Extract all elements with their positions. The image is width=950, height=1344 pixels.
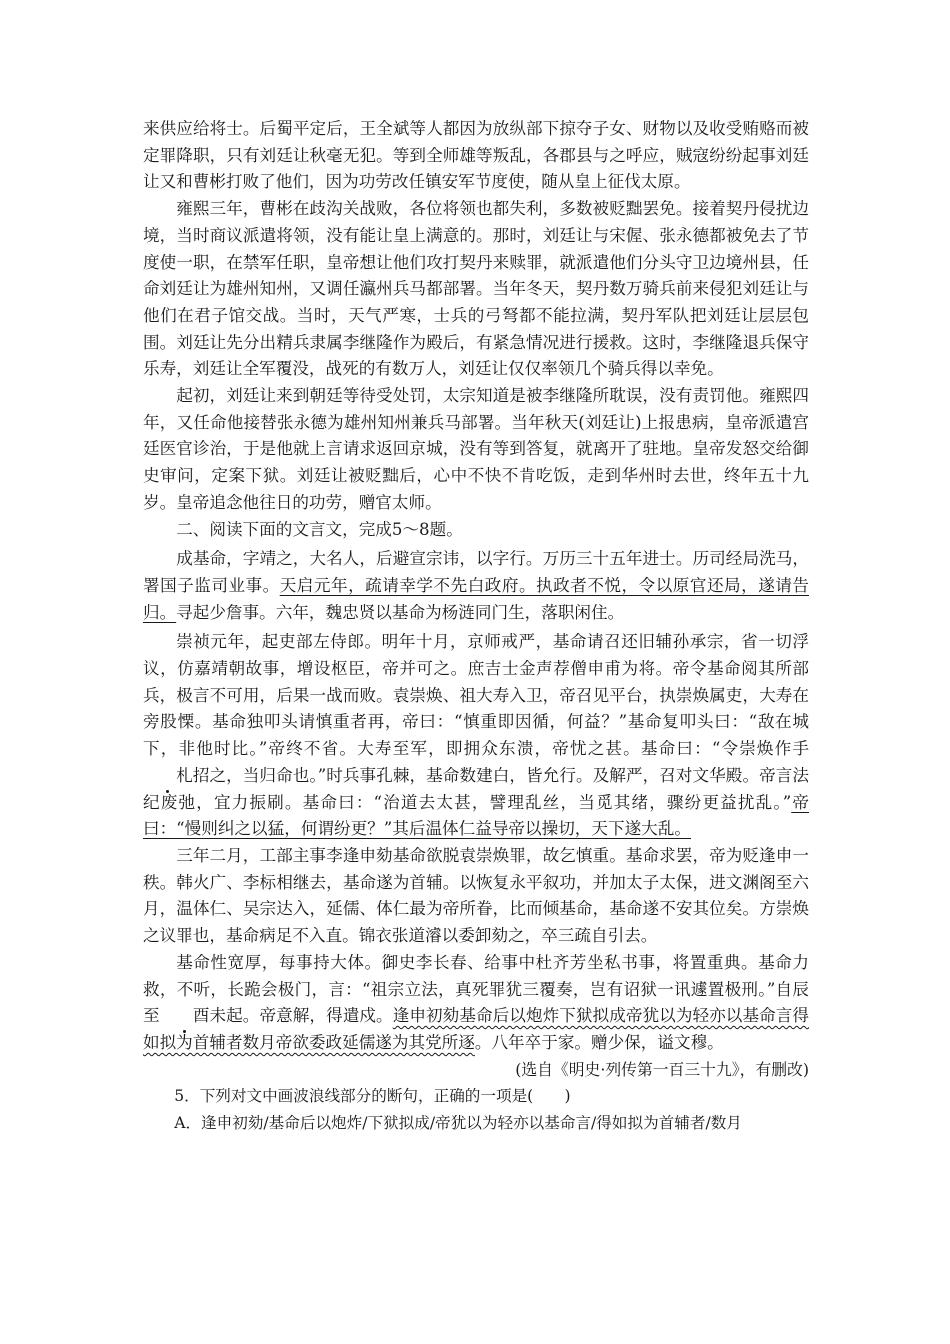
paragraph-7-text-a: 基命性宽厚，每事持大体。御史李长春、给事中杜齐芳坐私书事，将置重典。基命力救，不听，长跪会极门，言：“祖宗立法，真死罪犹三覆奏，岂有诏狱一讯遽置极刑。”自辰至 [143,952,809,1026]
wavy-underlined-passage: 逢申初劾基命后以炮炸下狱拟成帝犹以为轻亦以基命言得如拟为首辅者数月帝欲委政延儒遂为其党所逐 [143,1006,810,1052]
option-a: A．逢申初劾/基命后以炮炸/下狱拟成/帝犹以为轻亦以基命言/得如拟为首辅者/数月 [174,1114,742,1133]
paragraph-7-text-b: 未起。帝意解，得遣戍。 [209,1006,393,1026]
underlined-sentence-1: 天启元年，疏请幸学不先白政府。执政者不悦，令以原官还局，遂请告归。 [143,575,809,622]
paragraph-6: 三年二月，工部主事李逢申劾基命欲脱袁崇焕罪，故乞慎重。基命求罢，帝为贬逢申一秩。韩火广、李标相继去，基命遂为首辅。以恢复永平叙功，并加太子太保，进文渊阁至六月，温体仁、吴宗达入，延儒、体仁最为帝所眷，比而倾基命，基命遂不安其位矣。方崇焕之议罪也，基命病足不入直。锦衣张道濬以委卸劾之，卒三疏自引去。 [143,845,809,946]
dotted-character-zha: 札 [143,763,193,790]
paragraph-5-text-b: 招之，当归命也。”时兵事孔棘，基命数建白，皆允行。及解严，召对文华殿。帝言法纪废弛，宜力振刷。基命曰：“治道去太甚，譬理乱丝，当觅其绪，骤纷更益扰乱。” [143,765,809,812]
underlined-sentence-2: 帝曰：“慢则纠之以猛，何谓纷更？”其后温体仁益导帝以操切，天下遂大乱。 [143,792,810,839]
paragraph-3: 起初，刘廷让来到朝廷等待受处罚，太宗知道是被李继隆所耽误，没有责罚他。雍熙四年，又任命他接替张永德为雄州知州兼兵马部署。当年秋天(刘廷让)上报患病，皇帝派遣宫廷医官诊治，于是他就上言请求返回京城，没有等到答复，就离开了驻地。皇帝发怒交给御史审问，定案下狱。刘廷让被贬黜后，心中不快不肯吃饭，走到华州时去世，终年五十九岁。皇帝追念他往日的功劳，赠官太师。 [143,386,809,512]
paragraph-5 [143,629,809,843]
paragraph-4 [143,546,809,626]
paragraph-7 [143,950,809,1057]
paragraph-4-text-b: 寻起少詹事。六年，魏忠贤以基命为杨涟同门生，落职闲住。 [176,602,625,622]
paragraph-4-text-a: 成基命，字靖之，大名人，后避宣宗讳，以字行。万历三十五年进士。历司经局洗马，署国子监司业事。 [143,549,809,595]
question-5: 5．下列对文中画波浪线部分的断句，正确的一项是( ) [174,1087,571,1106]
paragraph-5-text-a: 崇祯元年，起吏部左侍郎。明年十月，京师戒严，基命请召还旧辅孙承宗，省一切浮议，仿嘉靖朝故事，增设枢臣，帝并可之。庶吉士金声荐僧申甫为将。帝令基命阅其所部兵，极言不可用，后果一战而败。袁崇焕、祖大寿入卫，帝召见平台，执崇焕属吏，大寿在旁股慄。基命独叩头请慎重者再，帝曰：“慎重即因循，何益？”基命复叩头曰：“敌在城下，非他时比。”帝终不省。大寿至军，即拥众东溃，帝忧之甚。基命曰：“令崇焕作手 [143,632,809,759]
paragraph-7-text-c: 。八年卒于家。赠少保，谥文穆。 [474,1032,724,1052]
section-heading: 二、阅读下面的文言文，完成5～8题。 [176,519,463,539]
source-citation: (选自《明史·列传第一百三十九》，有删改) [515,1059,809,1079]
paragraph-2: 雍熙三年，曹彬在歧沟关战败，各位将领也都失利，多数被贬黜罢免。接着契丹侵扰边境，当时商议派遣将领，没有能让皇上满意的。那时，刘廷让与宋偓、张永德都被免去了节度使一职，在禁军任职，皇帝想让他们攻打契丹来赎罪，就派遣他们分头守卫边境州县，任命刘廷让为雄州知州，又调任瀛州兵马都部署。当年冬天，契丹数万骑兵前来侵犯刘廷让与他们在君子馆交战。当时，天气严寒，士兵的弓弩都不能拉满，契丹军队把刘廷让层层包围。刘廷让先分出精兵隶属李继隆作为殿后，有紧急情况进行援救。这时，李继隆退兵保守乐寿，刘廷让全军覆没，战死的有数万人，刘廷让仅仅率领几个骑兵得以幸免。 [143,199,809,379]
dotted-character-you: 酉 [160,1003,210,1030]
document-page [143,116,809,1137]
paragraph-1: 来供应给将士。后蜀平定后，王全斌等人都因为放纵部下掠夺子女、财物以及收受贿赂而被定罪降职，只有刘廷让秋毫无犯。等到全师雄等叛乱，各郡县与之呼应，贼寇纷纷起事刘廷让又和曹彬打败了他们，因为功劳改任镇安军节度使，随从皇上征伐太原。 [143,119,809,192]
